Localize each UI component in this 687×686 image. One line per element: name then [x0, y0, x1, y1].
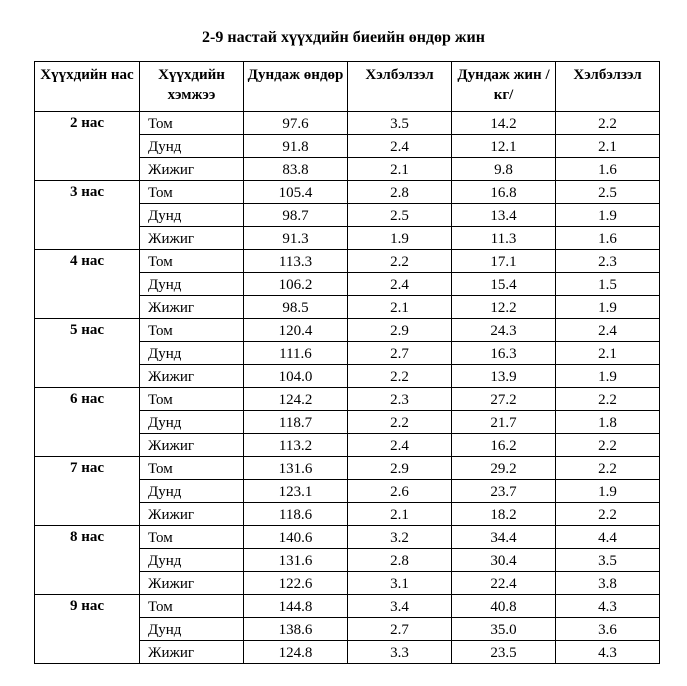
- size-cell: Том: [140, 250, 244, 273]
- size-cell: Дунд: [140, 342, 244, 365]
- size-cell: Том: [140, 595, 244, 618]
- height-deviation-cell: 2.2: [348, 365, 452, 388]
- table-row: [35, 457, 660, 480]
- avg-weight-cell: 15.4: [452, 273, 556, 296]
- avg-height-cell: 106.2: [244, 273, 348, 296]
- height-deviation-cell: 2.9: [348, 457, 452, 480]
- table-row: [35, 319, 660, 342]
- size-cell: Дунд: [140, 411, 244, 434]
- height-deviation-cell: 2.1: [348, 296, 452, 319]
- height-deviation-cell: 3.2: [348, 526, 452, 549]
- avg-weight-cell: 12.1: [452, 135, 556, 158]
- avg-weight-cell: 13.9: [452, 365, 556, 388]
- size-cell: Дунд: [140, 273, 244, 296]
- header-height-deviation: Хэлбэлзэл: [348, 62, 452, 112]
- height-deviation-cell: 2.7: [348, 618, 452, 641]
- table-row: [35, 181, 660, 204]
- height-deviation-cell: 2.4: [348, 434, 452, 457]
- avg-height-cell: 144.8: [244, 595, 348, 618]
- size-cell: Жижиг: [140, 434, 244, 457]
- size-cell: Жижиг: [140, 158, 244, 181]
- avg-weight-cell: 40.8: [452, 595, 556, 618]
- height-deviation-cell: 3.5: [348, 112, 452, 135]
- age-group-cell: 7 нас: [35, 457, 140, 526]
- avg-height-cell: 120.4: [244, 319, 348, 342]
- weight-deviation-cell: 2.4: [556, 319, 660, 342]
- weight-deviation-cell: 1.9: [556, 296, 660, 319]
- height-deviation-cell: 3.3: [348, 641, 452, 664]
- avg-height-cell: 131.6: [244, 457, 348, 480]
- table-row: [35, 595, 660, 618]
- size-cell: Том: [140, 112, 244, 135]
- weight-deviation-cell: 2.1: [556, 342, 660, 365]
- table-body: [35, 112, 660, 664]
- weight-deviation-cell: 2.3: [556, 250, 660, 273]
- age-group-cell: 9 нас: [35, 595, 140, 664]
- weight-deviation-cell: 3.5: [556, 549, 660, 572]
- weight-deviation-cell: 3.6: [556, 618, 660, 641]
- weight-deviation-cell: 1.6: [556, 227, 660, 250]
- header-age: Хүүхдийн нас: [35, 62, 140, 112]
- height-deviation-cell: 2.6: [348, 480, 452, 503]
- size-cell: Жижиг: [140, 365, 244, 388]
- avg-height-cell: 98.5: [244, 296, 348, 319]
- size-cell: Том: [140, 319, 244, 342]
- size-cell: Дунд: [140, 618, 244, 641]
- height-deviation-cell: 3.1: [348, 572, 452, 595]
- size-cell: Жижиг: [140, 227, 244, 250]
- weight-deviation-cell: 1.8: [556, 411, 660, 434]
- size-cell: Дунд: [140, 549, 244, 572]
- weight-deviation-cell: 2.2: [556, 503, 660, 526]
- weight-deviation-cell: 2.2: [556, 388, 660, 411]
- weight-deviation-cell: 1.9: [556, 365, 660, 388]
- avg-height-cell: 113.2: [244, 434, 348, 457]
- weight-deviation-cell: 2.2: [556, 112, 660, 135]
- document-title: 2-9 настай хүүхдийн биеийн өндөр жин: [202, 29, 485, 46]
- avg-weight-cell: 12.2: [452, 296, 556, 319]
- avg-height-cell: 91.3: [244, 227, 348, 250]
- size-cell: Жижиг: [140, 641, 244, 664]
- table-row: [35, 388, 660, 411]
- size-cell: Жижиг: [140, 296, 244, 319]
- size-cell: Дунд: [140, 204, 244, 227]
- height-weight-table: [34, 61, 660, 664]
- avg-height-cell: 124.8: [244, 641, 348, 664]
- size-cell: Том: [140, 388, 244, 411]
- avg-weight-cell: 35.0: [452, 618, 556, 641]
- avg-height-cell: 118.6: [244, 503, 348, 526]
- header-size: Хүүхдийн хэмжээ: [140, 62, 244, 112]
- age-group-cell: 8 нас: [35, 526, 140, 595]
- height-deviation-cell: 2.8: [348, 549, 452, 572]
- weight-deviation-cell: 2.2: [556, 434, 660, 457]
- avg-weight-cell: 13.4: [452, 204, 556, 227]
- height-deviation-cell: 2.7: [348, 342, 452, 365]
- weight-deviation-cell: 4.4: [556, 526, 660, 549]
- height-deviation-cell: 2.1: [348, 503, 452, 526]
- weight-deviation-cell: 2.5: [556, 181, 660, 204]
- avg-height-cell: 83.8: [244, 158, 348, 181]
- avg-height-cell: 122.6: [244, 572, 348, 595]
- size-cell: Том: [140, 457, 244, 480]
- avg-weight-cell: 34.4: [452, 526, 556, 549]
- avg-weight-cell: 30.4: [452, 549, 556, 572]
- height-deviation-cell: 2.1: [348, 158, 452, 181]
- avg-weight-cell: 24.3: [452, 319, 556, 342]
- table-row: [35, 250, 660, 273]
- age-group-cell: 3 нас: [35, 181, 140, 250]
- weight-deviation-cell: 2.1: [556, 135, 660, 158]
- height-deviation-cell: 2.4: [348, 273, 452, 296]
- table-header-row: [35, 62, 660, 112]
- avg-weight-cell: 22.4: [452, 572, 556, 595]
- size-cell: Дунд: [140, 135, 244, 158]
- avg-height-cell: 97.6: [244, 112, 348, 135]
- avg-weight-cell: 27.2: [452, 388, 556, 411]
- avg-height-cell: 124.2: [244, 388, 348, 411]
- height-deviation-cell: 2.8: [348, 181, 452, 204]
- size-cell: Жижиг: [140, 503, 244, 526]
- age-group-cell: 6 нас: [35, 388, 140, 457]
- avg-weight-cell: 16.3: [452, 342, 556, 365]
- height-deviation-cell: 1.9: [348, 227, 452, 250]
- avg-weight-cell: 16.2: [452, 434, 556, 457]
- weight-deviation-cell: 4.3: [556, 641, 660, 664]
- avg-weight-cell: 9.8: [452, 158, 556, 181]
- weight-deviation-cell: 3.8: [556, 572, 660, 595]
- avg-height-cell: 138.6: [244, 618, 348, 641]
- table-row: [35, 526, 660, 549]
- age-group-cell: 2 нас: [35, 112, 140, 181]
- age-group-cell: 4 нас: [35, 250, 140, 319]
- avg-height-cell: 113.3: [244, 250, 348, 273]
- height-deviation-cell: 3.4: [348, 595, 452, 618]
- size-cell: Том: [140, 181, 244, 204]
- weight-deviation-cell: 1.5: [556, 273, 660, 296]
- avg-height-cell: 123.1: [244, 480, 348, 503]
- size-cell: Жижиг: [140, 572, 244, 595]
- avg-weight-cell: 11.3: [452, 227, 556, 250]
- height-deviation-cell: 2.2: [348, 411, 452, 434]
- height-deviation-cell: 2.5: [348, 204, 452, 227]
- avg-height-cell: 118.7: [244, 411, 348, 434]
- avg-weight-cell: 23.5: [452, 641, 556, 664]
- header-avg-height: Дундаж өндөр: [244, 62, 348, 112]
- age-group-cell: 5 нас: [35, 319, 140, 388]
- size-cell: Том: [140, 526, 244, 549]
- avg-weight-cell: 23.7: [452, 480, 556, 503]
- weight-deviation-cell: 1.9: [556, 480, 660, 503]
- avg-height-cell: 105.4: [244, 181, 348, 204]
- avg-weight-cell: 16.8: [452, 181, 556, 204]
- avg-weight-cell: 21.7: [452, 411, 556, 434]
- weight-deviation-cell: 2.2: [556, 457, 660, 480]
- table-row: [35, 112, 660, 135]
- avg-height-cell: 111.6: [244, 342, 348, 365]
- avg-height-cell: 98.7: [244, 204, 348, 227]
- avg-height-cell: 140.6: [244, 526, 348, 549]
- size-cell: Дунд: [140, 480, 244, 503]
- weight-deviation-cell: 1.9: [556, 204, 660, 227]
- avg-weight-cell: 17.1: [452, 250, 556, 273]
- height-deviation-cell: 2.3: [348, 388, 452, 411]
- header-avg-weight: Дундаж жин /кг/: [452, 62, 556, 112]
- height-deviation-cell: 2.4: [348, 135, 452, 158]
- weight-deviation-cell: 1.6: [556, 158, 660, 181]
- avg-height-cell: 91.8: [244, 135, 348, 158]
- weight-deviation-cell: 4.3: [556, 595, 660, 618]
- avg-height-cell: 104.0: [244, 365, 348, 388]
- avg-weight-cell: 29.2: [452, 457, 556, 480]
- height-deviation-cell: 2.2: [348, 250, 452, 273]
- avg-weight-cell: 18.2: [452, 503, 556, 526]
- height-deviation-cell: 2.9: [348, 319, 452, 342]
- avg-height-cell: 131.6: [244, 549, 348, 572]
- header-weight-deviation: Хэлбэлзэл: [556, 62, 660, 112]
- avg-weight-cell: 14.2: [452, 112, 556, 135]
